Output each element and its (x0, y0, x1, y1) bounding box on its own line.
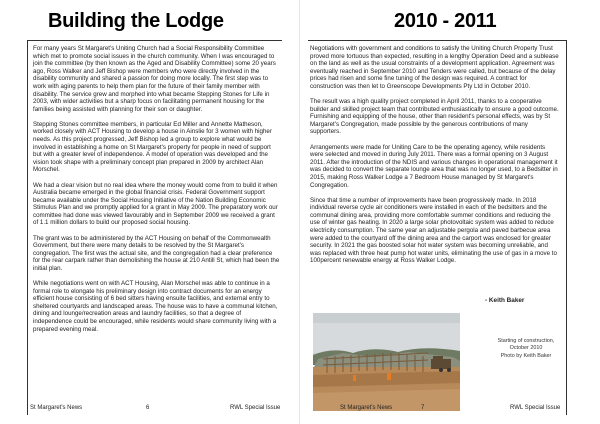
construction-photo (313, 313, 460, 411)
right-paragraph: Since that time a number of improvements have been progressively made. In 2018 individual reverse cycle air conditioners were installed in each of the bedsitters and the communal dining area, providing more comfortable summer conditions and reducing the use of winter gas heating. In 2020 a large solar photovoltaic system was added to reduce electricity consumption. The same year an adjustable pergola and paved barbecue area were added to the courtyard off the dining area and the carport was enclosed for greater security. In 2021 the gas boosted solar hot water system was becoming unreliable, and was replaced with three heat pump hot water units, eliminating the use of gas in a move to 100percent renewable energy at Ross Walker Lodge. (310, 196, 557, 265)
left-paragraph: While negotiations went on with ACT Housing, Alan Morschel was able to continue in a formal role to elongate his preliminary design into contract documents for an energy efficient house consisting of 6 bed sitters having ensuite facilities, and external entry to sheltered courtyards and landscaped areas. The house was to have a communal kitchen, dining and lounge/recreation areas and laundry facilities, so that a degree of independence could be encouraged, while residents would share community living with a prepared evening meal. (33, 280, 278, 333)
photo-caption (491, 338, 561, 352)
left-paragraph: Stepping Stones committee members, in particular Ed Miller and Annette Matheson, worked closely with ACT Housing to develop a house in Ainslie for 3 women with higher needs. As this project progressed, Jeff Bishop led a group to explore what would be involved in establishing a home on St Margaret's property for people in need of support but with a greater level of independence. A model of operation was developed and the vision took shape with a preliminary concept plan prepared in 2009 by architect Alan Morschel. (33, 120, 272, 174)
photo-credit: Photo by Keith Baker (500, 353, 552, 359)
left-footer-publication: St Margaret's News (30, 405, 83, 411)
right-footer-page-number: 7 (421, 405, 425, 411)
right-paragraph: Negotiations with government and conditions to satisfy the Uniting Church Property Trust proved more tortuous than expected, resulting in a lengthy Operation Deed and a sublease on the land as well as the usual constraints of a development application. Agreement was eventually reached in September 2010 and Tenders were called, but because of the delay prices had risen and some fine tuning of the design was required. A contract for construction was then let to Greenscope Developments Pty Ltd in October 2010. (310, 45, 559, 90)
left-page-title: Building the Lodge (48, 10, 224, 32)
right-article-body (310, 45, 560, 272)
right-paragraph: The result was a high quality project completed in April 2011, thanks to a cooperative builder and skilled project team that contributed enthusiastically to ensure a good outcome. Furnishing and equipping of the house, other than resident's personal effects, was by St Margaret's Congregation, made possible by the generous contributions of many supporters. (310, 98, 559, 136)
left-paragraph: We had a clear vision but no real idea where the money would come from to build it when Australia became emerged in the global financial crisis. Federal Government support became available under the Social Housing Initiative of the Nation Building Economic Stimulus Plan and we promptly applied for a grant in May 2009. The preparatory work our committee had done was viewed favourably and in September 2009 we received a grant of 1.1 million dollars to build our proposed social housing. (33, 181, 278, 227)
page-gutter (299, 0, 300, 424)
right-footer-issue: RWL Special Issue (510, 405, 561, 411)
left-article-body (33, 45, 281, 341)
right-paragraph: Arrangements were made for Uniting Care to be the operating agency, while residents were selected and moved in during July 2011. There was a formal opening on 3 August 2011. After the introduction of the NDIS and various changes in operational management it was decided to convert the separate lounge area that was no longer used, to a Bedsitter in 2015, making Ross Walker Lodge a 7 Bedroom House managed by St Margaret's Congregation. (310, 143, 558, 189)
left-paragraph: For many years St Margaret's Uniting Church had a Social Responsibility Committee which met to promote social issues in the church community. When I was encouraged to join the committee (by then known as the Aged and Disability Committee) some 20 years ago, Ross Walker and Jeff Bishop were members who were directly involved in the disability community and shared a passion for doing more locally. The first step was to work with aging parents to help them plan for the future of their family member with disability. The service grew and morphed into what became Stepping Stones for Life in 2003, with wider activities but a sharp focus on facilitating permanent housing for the families being assisted with planning for their son or daughter. (33, 45, 276, 113)
right-page-title: 2010 - 2011 (394, 10, 497, 32)
left-footer-page-number: 6 (146, 405, 150, 411)
author-signature: - Keith Baker (485, 297, 525, 304)
left-paragraph: The grant was to be administered by the ACT Housing on behalf of the Commonwealth Government, but there were many details to be resolved by the St Margaret's congregation. The first was the actual site, and the congregation had a clear preference for the rear carpark rather than demolishing the house at 210 Antill St, which had been the initial plan. (33, 234, 280, 272)
left-footer-issue: RWL Special Issue (230, 405, 281, 411)
right-column-frame-side (566, 40, 567, 415)
photo-caption-line2: October 2010 (509, 345, 543, 351)
photo-caption-line1: Starting of construction, (497, 338, 555, 344)
right-column-frame-top (308, 40, 567, 41)
right-footer-publication: St Margaret's News (340, 405, 393, 411)
